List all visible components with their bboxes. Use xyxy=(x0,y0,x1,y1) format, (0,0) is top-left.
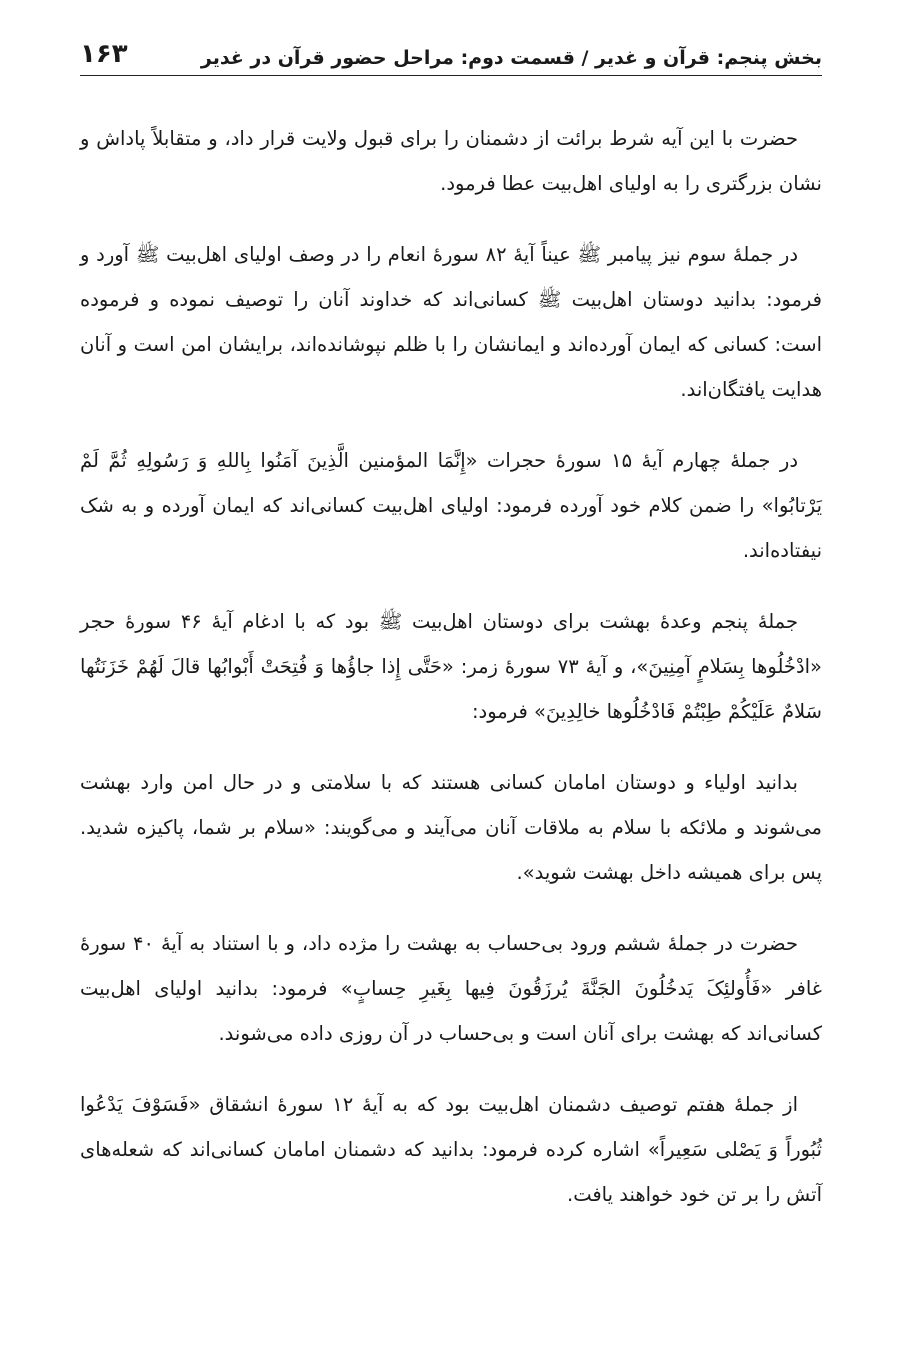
page-body xyxy=(80,116,822,1217)
page-number: ۱۶۳ xyxy=(80,39,128,69)
running-head: بخش پنجم: قرآن و غدیر / قسمت دوم: مراحل حضور قرآن در غدیر xyxy=(200,47,822,69)
paragraph-4: جملهٔ پنجم وعدهٔ بهشت برای دوستان اهل‌بیت ﷺ بود که با ادغام آیهٔ ۴۶ سورهٔ حجر «ادْخُلُوها بِسَلامٍ آمِنِینَ»، و آیهٔ ۷۳ سورهٔ زمر: «حَتَّی إِذا جاؤُها وَ فُتِحَتْ أَبْوابُها قالَ لَهُمْ خَزَنَتُها سَلامٌ عَلَیْکُمْ طِبْتُمْ فَادْخُلُوها خالِدِینَ» فرمود: xyxy=(80,610,822,723)
paragraph-2: در جملهٔ سوم نیز پیامبر ﷺ عیناً آیهٔ ۸۲ سورهٔ انعام را در وصف اولیای اهل‌بیت ﷺ آورد و فرمود: بدانید دوستان اهل‌بیت ﷺ کسانی‌اند که خداوند آنان را توصیف نموده و فرموده است: کسانی که ایمان آورده‌اند و ایمانشان را با ظلم نپوشانده‌اند، برایشان امن است و آنان هدایت یافتگان‌اند. xyxy=(80,243,822,401)
page-header xyxy=(80,28,822,76)
paragraph-3: در جملهٔ چهارم آیهٔ ۱۵ سورهٔ حجرات «إِنَّمَا المؤمنین الَّذِینَ آمَنُوا بِاللهِ وَ رَسُولِهِ ثُمَّ لَمْ یَرْتابُوا» را ضمن کلام خود آورده فرمود: اولیای اهل‌بیت کسانی‌اند که ایمان آورده و به شک نیفتاده‌اند. xyxy=(80,449,822,562)
paragraph-5: بدانید اولیاء و دوستان امامان کسانی هستند که با سلامتی و در حال امن وارد بهشت می‌شوند و ملائکه با سلام به ملاقات آنان می‌آیند و می‌گویند: «سلام بر شما، پاکیزه شدید. پس برای همیشه داخل بهشت شوید». xyxy=(80,771,822,884)
paragraph-1: حضرت با این آیه شرط برائت از دشمنان را برای قبول ولایت قرار داد، و متقابلاً پاداش و نشان بزرگتری را به اولیای اهل‌بیت عطا فرمود. xyxy=(80,127,822,195)
book-page xyxy=(80,28,822,1243)
paragraph-6: حضرت در جملهٔ ششم ورود بی‌حساب به بهشت را مژده داد، و با استناد به آیهٔ ۴۰ سورهٔ غافر «فَأُولئِکَ یَدخُلُونَ الجَنَّةَ یُرزَقُونَ فِیها بِغَیرِ حِسابٍ» فرمود: بدانید اولیای اهل‌بیت کسانی‌اند که بهشت برای آنان است و بی‌حساب در آن روزی داده می‌شوند. xyxy=(80,932,822,1045)
paragraph-7: از جملهٔ هفتم توصیف دشمنان اهل‌بیت بود که به آیهٔ ۱۲ سورهٔ انشقاق «فَسَوْفَ یَدْعُوا ثُبُوراً وَ یَصْلی سَعِیراً» اشاره کرده فرمود: بدانید که دشمنان امامان کسانی‌اند که شعله‌های آتش را بر تن خود خواهند یافت. xyxy=(80,1093,822,1206)
